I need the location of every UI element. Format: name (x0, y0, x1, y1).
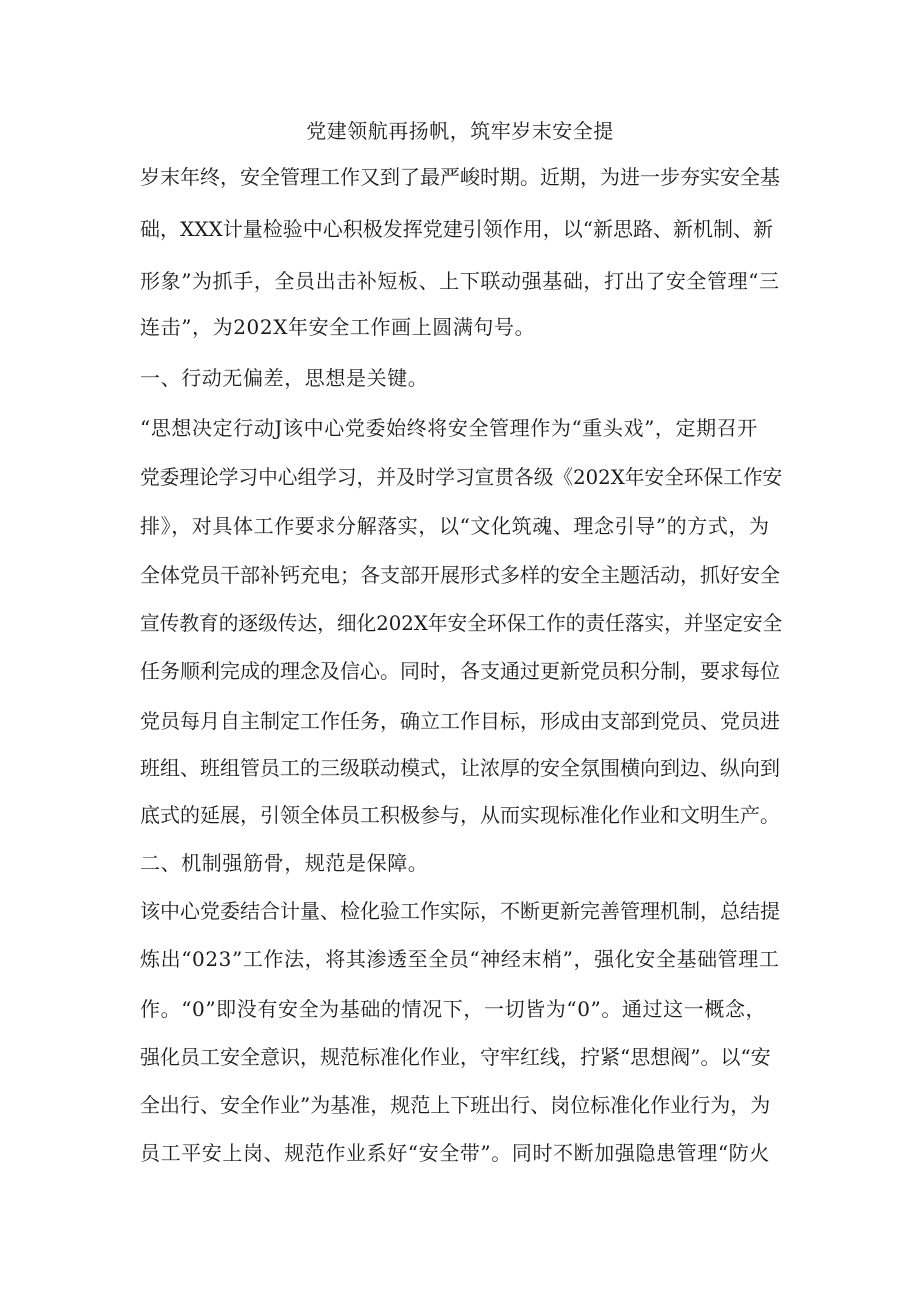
paragraph-line: 排》，对具体工作要求分解落实，以“文化筑魂、理念引导”的方式，为 (140, 514, 770, 538)
document-title: 党建领航再扬帆，筑牢岁末安全提 (306, 119, 614, 143)
paragraph-line: 党委理论学习中心组学习，并及时学习宣贯各级《202X年安全环保工作安 (140, 466, 783, 489)
paragraph-line: 员工平安上岗、规范作业系好“安全带”。同时不断加强隐患管理“防火 (140, 1141, 770, 1165)
paragraph-line: 岁末年终，安全管理工作又到了最严峻时期。近期，为进一步夯实安全基 (140, 165, 780, 189)
paragraph-line: 全出行、安全作业”为基准，规范上下班出行、岗位标准化作业行为，为 (140, 1093, 771, 1117)
paragraph-line: 宣传教育的逐级传达，细化202X年安全环保工作的责任落实，并坚定安全 (140, 612, 783, 635)
paragraph-line: 连击”，为202X年安全工作画上圆满句号。 (140, 315, 536, 339)
paragraph-line: 班组、班组管员工的三级联动模式，让浓厚的安全氛围横向到边、纵向到 (140, 756, 780, 780)
paragraph-line: 该中心党委结合计量、检化验工作实际，不断更新完善管理机制，总结提 (140, 899, 780, 923)
paragraph-line: 全体党员干部补钙充电；各支部开展形式多样的安全主题活动，抓好安全 (140, 563, 780, 587)
paragraph-line: 任务顺利完成的理念及信心。同时，各支通过更新党员积分制，要求每位 (140, 659, 780, 683)
paragraph-line: 底式的延展，引领全体员工积极参与，从而实现标准化作业和文明生产。 (140, 803, 780, 827)
paragraph-line: 强化员工安全意识，规范标准化作业，守牢红线，拧紧“思想阀”。以“安 (140, 1045, 771, 1069)
paragraph-line: 础，XXX计量检验中心积极发挥党建引领作用，以“新思路、新机制、新 (140, 217, 773, 241)
paragraph-line: 党员每月自主制定工作任务，确立工作目标，形成由支部到党员、党员进 (140, 709, 780, 733)
section-heading-2: 二、机制强筋骨，规范是保障。 (140, 851, 429, 875)
paragraph-line: “思想决定行动J该中心党委始终将安全管理作为“重头戏”，定期召开 (140, 416, 758, 440)
section-heading-1: 一、行动无偏差，思想是关键。 (140, 366, 429, 390)
paragraph-line: 形象”为抓手，全员出击补短板、上下联动强基础，打出了安全管理“三 (140, 269, 780, 293)
paragraph-line: 炼出“023”工作法，将其渗透至全员“神经末梢”，强化安全基础管理工 (140, 947, 780, 971)
paragraph-line: 作。“0”即没有安全为基础的情况下，一切皆为“0”。通过这一概念， (140, 997, 767, 1021)
